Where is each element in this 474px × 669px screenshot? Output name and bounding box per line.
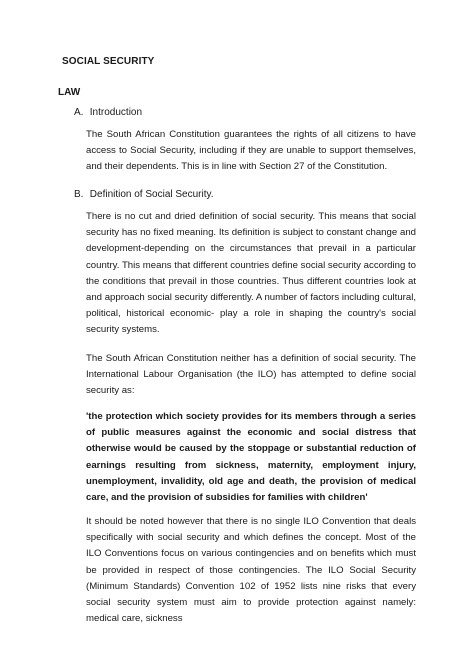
outline-item-introduction [74,106,142,119]
outline-heading: Introduction [89,107,143,118]
outline-marker: B. [74,189,84,200]
outline-heading: Definition of Social Security. [89,189,214,200]
section-heading-law: LAW [58,87,81,98]
outline-item-definition [74,188,214,201]
constitution-paragraph: The South African Constitution neither has a definition of social security. The International Labour Organisation (the ILO) has attempted to define social security as: [86,353,416,397]
ilo-definition-quote: 'the protection which society provides for its members through a series of public measures against the economic and social distress that otherwise would be caused by the stoppage or substantial reduction of earnings resulting from sickness, maternity, employment injury, unemployment, invalidity, old age and death, the provision of medical care, and the provision of subsidies for families with children' [86,411,416,504]
outline-marker: A. [74,107,84,118]
document-title: SOCIAL SECURITY [62,56,155,67]
introduction-paragraph: The South African Constitution guarantees the rights of all citizens to have access to Social Security, including if they are unable to support themselves, and their dependents. This is in line with Section 27 of the Constitution. [86,129,416,173]
definition-paragraph: There is no cut and dried definition of social security. This means that social security has no fixed meaning. Its definition is subject to constant change and development-depending on the circumstances that prevail in a particular country. This means that different countries define social security according to the conditions that prevail in those countries. Thus different countries look at and approach social security differently. A number of factors including cultural, political, historical economic- play a role in shaping the country's social security systems. [86,211,416,336]
ilo-convention-paragraph: It should be noted however that there is no single ILO Convention that deals specifically with social security and which defines the concept. Most of the ILO Conventions focus on various contingencies and on benefits which must be provided in respect of those contingencies. The ILO Social Security (Minimum Standards) Convention 102 of 1952 lists nine risks that every social security system must aim to provide protection against namely: medical care, sickness [86,516,416,625]
